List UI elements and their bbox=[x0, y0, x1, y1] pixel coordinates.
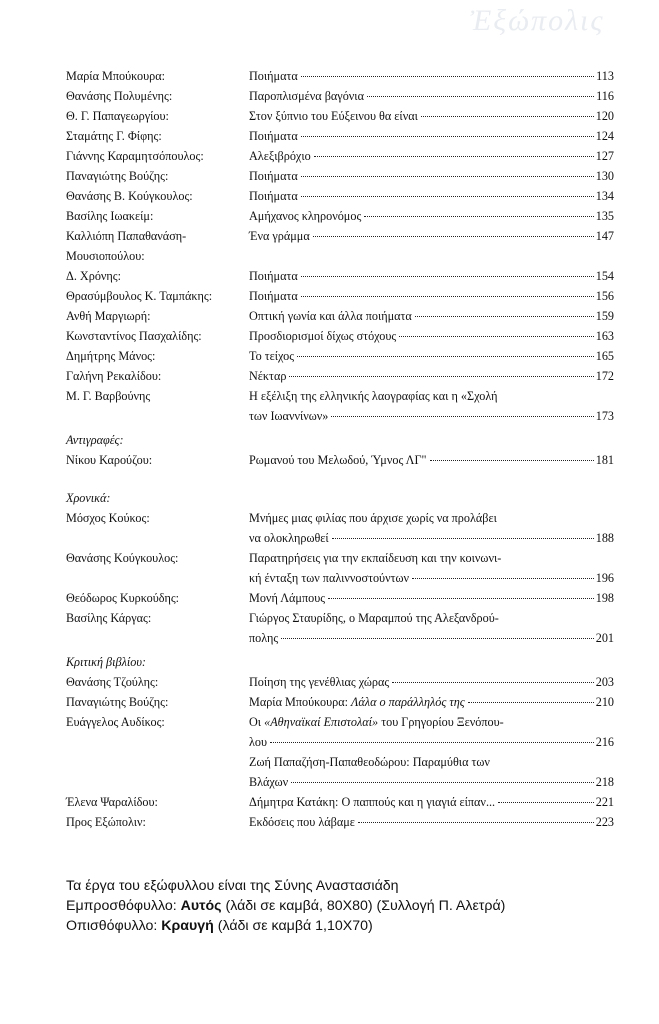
toc-row bbox=[66, 548, 614, 568]
entry-title bbox=[249, 346, 614, 366]
dot-leader bbox=[291, 782, 594, 783]
entry-title bbox=[249, 548, 614, 568]
entry-title bbox=[249, 450, 614, 470]
toc-row bbox=[66, 326, 614, 346]
toc-row bbox=[66, 712, 614, 732]
page-number: 134 bbox=[595, 189, 614, 203]
dot-leader bbox=[289, 376, 593, 377]
toc-row bbox=[66, 246, 614, 266]
dot-leader bbox=[468, 702, 594, 703]
entry-title-text: Παροπλισμένα βαγόνια bbox=[249, 89, 364, 103]
back-title: Κραυγή bbox=[161, 918, 214, 934]
author-name: Δημήτρης Μάνος: bbox=[66, 349, 156, 363]
entry-title-text: λου bbox=[249, 735, 268, 749]
toc-row bbox=[66, 286, 614, 306]
entry-title bbox=[249, 206, 614, 226]
toc-row bbox=[66, 346, 614, 366]
page-number: 127 bbox=[595, 149, 614, 163]
section-heading-kritiki: Κριτική βιβλίου: bbox=[66, 655, 146, 669]
page-number: 113 bbox=[596, 69, 614, 83]
author-name: Γαλήνη Ρεκαλίδου: bbox=[66, 369, 162, 383]
toc-row bbox=[66, 608, 614, 628]
entry-title bbox=[249, 66, 614, 86]
entry-title-text: Προσδιορισμοί δίχως στόχους bbox=[249, 329, 397, 343]
front-title: Αυτός bbox=[180, 898, 222, 914]
entry-title bbox=[249, 306, 614, 326]
toc-row bbox=[66, 206, 614, 226]
entry-title bbox=[249, 692, 614, 712]
page-number: 221 bbox=[595, 795, 614, 809]
page-number: 218 bbox=[595, 775, 614, 789]
cover-credits bbox=[66, 876, 505, 936]
toc-row bbox=[66, 732, 614, 752]
page-number: 181 bbox=[595, 453, 614, 467]
page-number: 156 bbox=[595, 289, 614, 303]
dot-leader bbox=[270, 742, 594, 743]
entry-title-text: Δήμητρα Κατάκη: Ο παππούς και η γιαγιά είπαν... bbox=[249, 795, 496, 809]
entry-title bbox=[249, 628, 614, 648]
toc-row bbox=[66, 166, 614, 186]
dot-leader bbox=[399, 336, 593, 337]
toc-row bbox=[66, 528, 614, 548]
entry-title bbox=[249, 226, 614, 246]
page-number: 135 bbox=[595, 209, 614, 223]
entry-title-text: να ολοκληρωθεί bbox=[249, 531, 329, 545]
entry-title bbox=[249, 366, 614, 386]
page-number: 159 bbox=[595, 309, 614, 323]
entry-title-text: Γιώργος Σταυρίδης, ο Μαραμπού της Αλεξανδρού- bbox=[249, 611, 499, 625]
entry-title-text: Η εξέλιξη της ελληνικής λαογραφίας και η «Σχολή bbox=[249, 389, 498, 403]
toc-row bbox=[66, 588, 614, 608]
author-name: Καλλιόπη Παπαθανάση- bbox=[66, 229, 187, 243]
entry-title bbox=[249, 166, 614, 186]
author-name: Βασίλης Ιωακείμ: bbox=[66, 209, 154, 223]
entry-title-text: Ποιήματα bbox=[249, 169, 298, 183]
page-number: 154 bbox=[595, 269, 614, 283]
author-name: Παναγιώτης Βούζης: bbox=[66, 695, 169, 709]
page-number: 216 bbox=[595, 735, 614, 749]
dot-leader bbox=[332, 538, 594, 539]
author-name: Δ. Χρόνης: bbox=[66, 269, 122, 283]
author-name: Σταμάτης Γ. Φίφης: bbox=[66, 129, 162, 143]
toc-row bbox=[66, 772, 614, 792]
toc-row bbox=[66, 508, 614, 528]
entry-title-text: Μαρία Μπούκουρα: Λάλα ο παράλληλός της bbox=[249, 695, 465, 709]
dot-leader bbox=[301, 136, 594, 137]
toc-row bbox=[66, 146, 614, 166]
table-of-contents bbox=[66, 66, 614, 832]
entry-title-text: Ένα γράμμα bbox=[249, 229, 310, 243]
entry-title bbox=[249, 752, 614, 772]
toc-row bbox=[66, 366, 614, 386]
dot-leader bbox=[421, 116, 594, 117]
author-name: Μ. Γ. Βαρβούνης bbox=[66, 389, 151, 403]
dot-leader bbox=[392, 682, 594, 683]
entry-title bbox=[249, 812, 614, 832]
entry-title-text: Το τείχος bbox=[249, 349, 295, 363]
entry-title bbox=[249, 712, 614, 732]
dot-leader bbox=[301, 196, 594, 197]
toc-block-poetry-prose bbox=[66, 66, 614, 426]
toc-row bbox=[66, 386, 614, 406]
entry-title-text: των Ιωαννίνων» bbox=[249, 409, 329, 423]
page-number: 116 bbox=[596, 89, 614, 103]
author-name: Μουσιοπούλου: bbox=[66, 249, 145, 263]
entry-title-text: Παρατηρήσεις για την εκπαίδευση και την κοινωνι- bbox=[249, 551, 502, 565]
entry-title bbox=[249, 326, 614, 346]
entry-title bbox=[249, 386, 614, 406]
page-number: 188 bbox=[595, 531, 614, 545]
entry-title-text: Νέκταρ bbox=[249, 369, 287, 383]
entry-title-text: Ρωμανού του Μελωδού, Ύμνος ΛΓ" bbox=[249, 453, 427, 467]
entry-title-text: Ποιήματα bbox=[249, 69, 298, 83]
dot-leader bbox=[358, 822, 594, 823]
entry-title bbox=[249, 266, 614, 286]
author-name: Έλενα Ψαραλίδου: bbox=[66, 795, 158, 809]
front-details: (λάδι σε καμβά, 80Χ80) (Συλλογή Π. Αλετρά) bbox=[221, 898, 506, 914]
dot-leader bbox=[301, 296, 594, 297]
toc-row bbox=[66, 792, 614, 812]
toc-row bbox=[66, 692, 614, 712]
entry-title-text: Ποίηση της γενέθλιας χώρας bbox=[249, 675, 390, 689]
author-name: Νίκου Καρούζου: bbox=[66, 453, 153, 467]
author-name: Θανάσης Κούγκουλος: bbox=[66, 551, 179, 565]
entry-title-text: Οι «Αθηναϊκαί Επιστολαί» του Γρηγορίου Ξενόπου- bbox=[249, 715, 504, 729]
entry-title-text: Ποιήματα bbox=[249, 189, 298, 203]
entry-title bbox=[249, 106, 614, 126]
page-number: 165 bbox=[595, 349, 614, 363]
back-label: Οπισθόφυλλο: bbox=[66, 918, 162, 934]
entry-title-text: Μνήμες μιας φιλίας που άρχισε χωρίς να προλάβει bbox=[249, 511, 497, 525]
dot-leader bbox=[498, 802, 594, 803]
entry-title bbox=[249, 528, 614, 548]
page-number: 130 bbox=[595, 169, 614, 183]
author-name: Γιάννης Καραμητσόπουλος: bbox=[66, 149, 204, 163]
author-name: Βασίλης Κάργας: bbox=[66, 611, 152, 625]
dot-leader bbox=[297, 356, 594, 357]
dot-leader bbox=[281, 638, 593, 639]
toc-block-chronika bbox=[66, 508, 614, 648]
entry-title-text: Ζωή Παπαζήση-Παπαθεοδώρου: Παραμύθια των bbox=[249, 755, 490, 769]
toc-row bbox=[66, 226, 614, 246]
dot-leader bbox=[313, 236, 594, 237]
author-name: Θεόδωρος Κυρκούδης: bbox=[66, 591, 180, 605]
dot-leader bbox=[331, 416, 593, 417]
cover-credits-line: Τα έργα του εξώφυλλου είναι της Σύνης Αναστασιάδη bbox=[66, 878, 399, 894]
author-name: Θρασύμβουλος Κ. Ταμπάκης: bbox=[66, 289, 213, 303]
page-number: 196 bbox=[595, 571, 614, 585]
section-heading-chronika: Χρονικά: bbox=[66, 491, 111, 505]
toc-row bbox=[66, 306, 614, 326]
page-number: 201 bbox=[595, 631, 614, 645]
entry-title-text: Αμήχανος κληρονόμος bbox=[249, 209, 362, 223]
entry-title-text: Ποιήματα bbox=[249, 289, 298, 303]
author-name: Μόσχος Κούκος: bbox=[66, 511, 150, 525]
back-details: (λάδι σε καμβά 1,10Χ70) bbox=[213, 918, 373, 934]
entry-title bbox=[249, 568, 614, 588]
entry-title-text: κή ένταξη των παλιννοστούντων bbox=[249, 571, 410, 585]
entry-title-text: Ποιήματα bbox=[249, 129, 298, 143]
entry-title-text: Μονή Λάμπους bbox=[249, 591, 326, 605]
section-heading-antigrafes: Αντιγραφές: bbox=[66, 433, 124, 447]
toc-row bbox=[66, 628, 614, 648]
entry-title bbox=[249, 508, 614, 528]
bleed-through-watermark: Ἐξώπολις bbox=[470, 4, 605, 37]
entry-title bbox=[249, 732, 614, 752]
page-number: 203 bbox=[595, 675, 614, 689]
author-name: Θανάσης Πολυμένης: bbox=[66, 89, 173, 103]
entry-title bbox=[249, 186, 614, 206]
dot-leader bbox=[301, 176, 594, 177]
author-name: Μαρία Μπούκουρα: bbox=[66, 69, 165, 83]
author-name: Κωνσταντίνος Πασχαλίδης: bbox=[66, 329, 202, 343]
entry-title bbox=[249, 286, 614, 306]
page-number: 210 bbox=[595, 695, 614, 709]
entry-title-text: πολης bbox=[249, 631, 279, 645]
entry-title-text: Βλάχων bbox=[249, 775, 289, 789]
entry-title bbox=[249, 126, 614, 146]
toc-row bbox=[66, 672, 614, 692]
toc-row bbox=[66, 406, 614, 426]
entry-title bbox=[249, 588, 614, 608]
author-name: Ανθή Μαργιωρή: bbox=[66, 309, 151, 323]
author-name: Θανάσης Τζούλης: bbox=[66, 675, 159, 689]
dot-leader bbox=[314, 156, 594, 157]
toc-row bbox=[66, 752, 614, 772]
dot-leader bbox=[412, 578, 594, 579]
toc-row bbox=[66, 86, 614, 106]
page-number: 223 bbox=[595, 815, 614, 829]
toc-row bbox=[66, 126, 614, 146]
page-number: 173 bbox=[595, 409, 614, 423]
entry-title bbox=[249, 672, 614, 692]
cover-credits-front bbox=[66, 896, 505, 916]
dot-leader bbox=[364, 216, 593, 217]
cover-credits-back bbox=[66, 916, 505, 936]
toc-block-antigrafes bbox=[66, 450, 614, 470]
toc-row bbox=[66, 266, 614, 286]
entry-title bbox=[249, 608, 614, 628]
author-name: Παναγιώτης Βούζης: bbox=[66, 169, 169, 183]
page-number: 147 bbox=[595, 229, 614, 243]
front-label: Εμπροσθόφυλλο: bbox=[66, 898, 181, 914]
toc-row bbox=[66, 450, 614, 470]
toc-block-kritiki bbox=[66, 672, 614, 832]
toc-row bbox=[66, 66, 614, 86]
page-number: 120 bbox=[595, 109, 614, 123]
page-number: 198 bbox=[595, 591, 614, 605]
toc-row bbox=[66, 812, 614, 832]
entry-title-text: Οπτική γωνία και άλλα ποιήματα bbox=[249, 309, 412, 323]
entry-title bbox=[249, 406, 614, 426]
dot-leader bbox=[301, 276, 594, 277]
entry-title bbox=[249, 146, 614, 166]
page-number: 124 bbox=[595, 129, 614, 143]
dot-leader bbox=[328, 598, 594, 599]
author-name: Θ. Γ. Παπαγεωργίου: bbox=[66, 109, 169, 123]
dot-leader bbox=[415, 316, 594, 317]
entry-title-text: Στον ξύπνιο του Εύξεινου θα είναι bbox=[249, 109, 418, 123]
page-number: 163 bbox=[595, 329, 614, 343]
toc-row bbox=[66, 568, 614, 588]
entry-title bbox=[249, 792, 614, 812]
author-name: Ευάγγελος Αυδίκος: bbox=[66, 715, 165, 729]
dot-leader bbox=[367, 96, 594, 97]
page-number: 172 bbox=[595, 369, 614, 383]
entry-title-text: Αλεξιβρόχιο bbox=[249, 149, 311, 163]
author-name: Προς Εξώπολιν: bbox=[66, 815, 146, 829]
toc-row bbox=[66, 106, 614, 126]
dot-leader bbox=[301, 76, 594, 77]
toc-row bbox=[66, 186, 614, 206]
entry-title bbox=[249, 772, 614, 792]
entry-title bbox=[249, 86, 614, 106]
dot-leader bbox=[430, 460, 594, 461]
entry-title-text: Ποιήματα bbox=[249, 269, 298, 283]
author-name: Θανάσης Β. Κούγκουλος: bbox=[66, 189, 193, 203]
entry-title-text: Εκδόσεις που λάβαμε bbox=[249, 815, 355, 829]
